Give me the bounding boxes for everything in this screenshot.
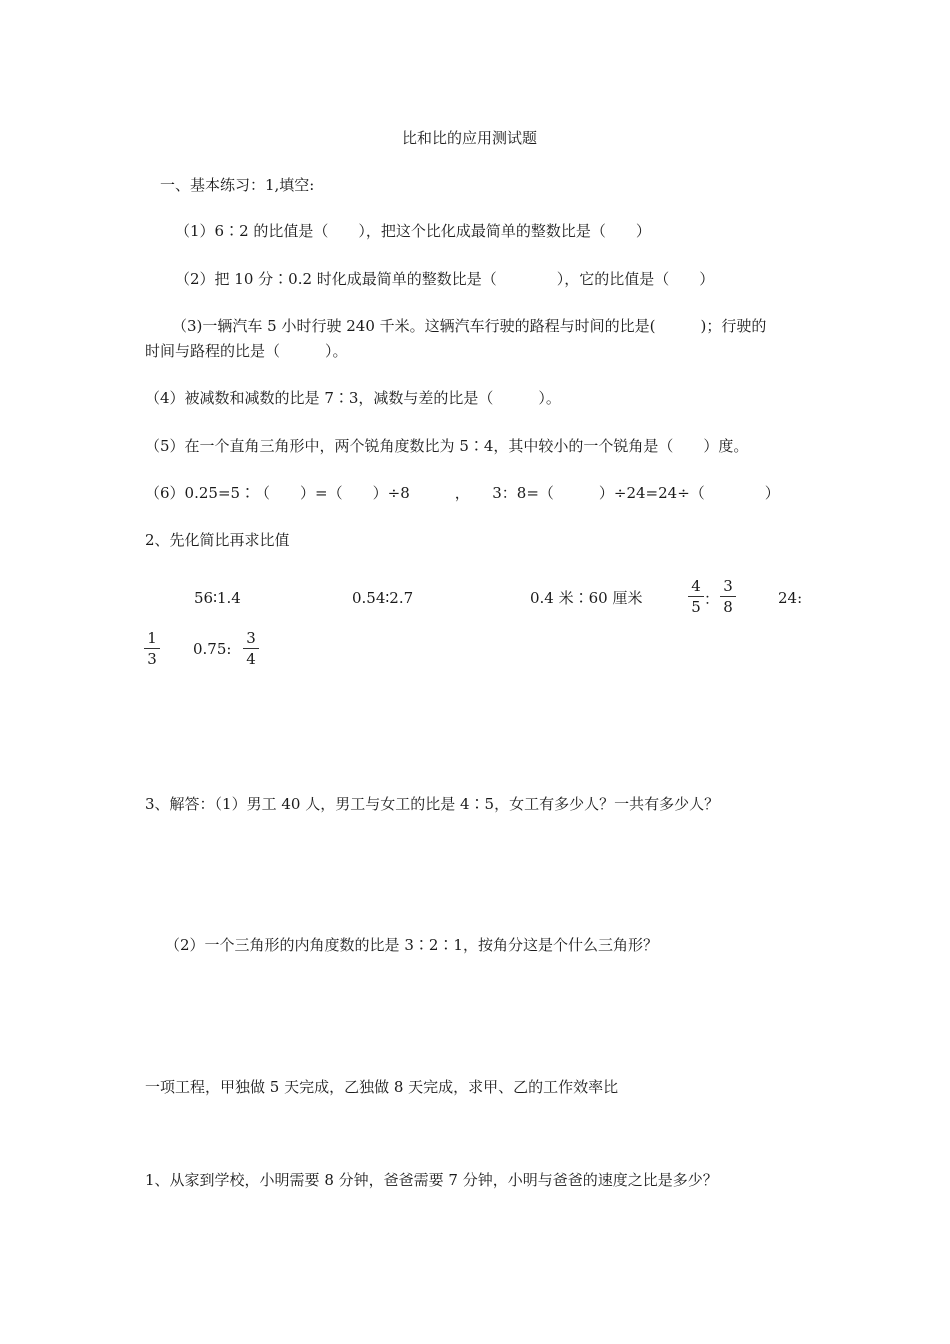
section1-heading: 一、基本练习：1,填空:	[160, 176, 315, 194]
page-title: 比和比的应用测试题	[402, 129, 538, 147]
fraction-numerator: 3	[246, 629, 256, 647]
fraction-denominator: 4	[246, 650, 256, 668]
ratio-colon: ：	[704, 590, 720, 608]
fraction-bar	[688, 596, 704, 597]
fraction-3-8	[720, 577, 736, 616]
question-1-6: （6）0.25=5∶（ ）=（ ）÷8 ， 3：8=（ ）÷24=24÷（ ）	[145, 484, 780, 502]
extra-problem-1: 一项工程，甲独做 5 天完成，乙独做 8 天完成，求甲、乙的工作效率比	[145, 1078, 619, 1096]
ratio-item-4: 24:	[778, 589, 803, 607]
extra-problem-2: 1、从家到学校，小明需要 8 分钟，爸爸需要 7 分钟，小明与爸爸的速度之比是多少？	[145, 1171, 718, 1189]
section2-heading: 2、先化简比再求比值	[145, 531, 290, 549]
fraction-denominator: 8	[723, 598, 733, 616]
fraction-denominator: 3	[147, 650, 157, 668]
question-1-2: （2）把 10 分∶0.2 时化成最简单的整数比是（ ），它的比值是（ ）	[175, 270, 715, 288]
fraction-bar	[144, 648, 160, 649]
question-3-1: 3、解答：（1）男工 40 人，男工与女工的比是 4∶5，女工有多少人？一共有多少人？	[145, 795, 720, 813]
fraction-numerator: 4	[691, 577, 701, 595]
fraction-1-3	[144, 629, 160, 668]
fraction-4-5	[688, 577, 704, 616]
ratio-item-2: 0.54∶2.7	[352, 589, 414, 607]
question-3-2: （2）一个三角形的内角度数的比是 3∶2∶1，按角分这是个什么三角形？	[165, 936, 658, 954]
fraction-3-4	[243, 629, 259, 668]
fraction-denominator: 5	[691, 598, 701, 616]
question-1-4: （4）被减数和减数的比是 7∶3，减数与差的比是（ ）。	[145, 389, 561, 407]
question-1-3-line2: 时间与路程的比是（ ）。	[145, 342, 348, 360]
question-1-3-line1: （3)一辆汽车 5 小时行驶 240 千米。这辆汽车行驶的路程与时间的比是( )；行驶的	[172, 317, 767, 335]
fraction-bar	[243, 648, 259, 649]
fraction-numerator: 1	[147, 629, 157, 647]
fraction-bar	[720, 596, 736, 597]
ratio-item-1: 56∶1.4	[194, 589, 241, 607]
question-1-5: （5）在一个直角三角形中，两个锐角度数比为 5∶4，其中较小的一个锐角是（ ）度。	[145, 437, 749, 455]
ratio-item-3: 0.4 米∶60 厘米	[530, 589, 643, 607]
ratio-item-5: 0.75:	[193, 640, 232, 658]
fraction-numerator: 3	[723, 577, 733, 595]
question-1-1: （1）6∶2 的比值是（ ），把这个比化成最简单的整数比是（ ）	[175, 222, 651, 240]
